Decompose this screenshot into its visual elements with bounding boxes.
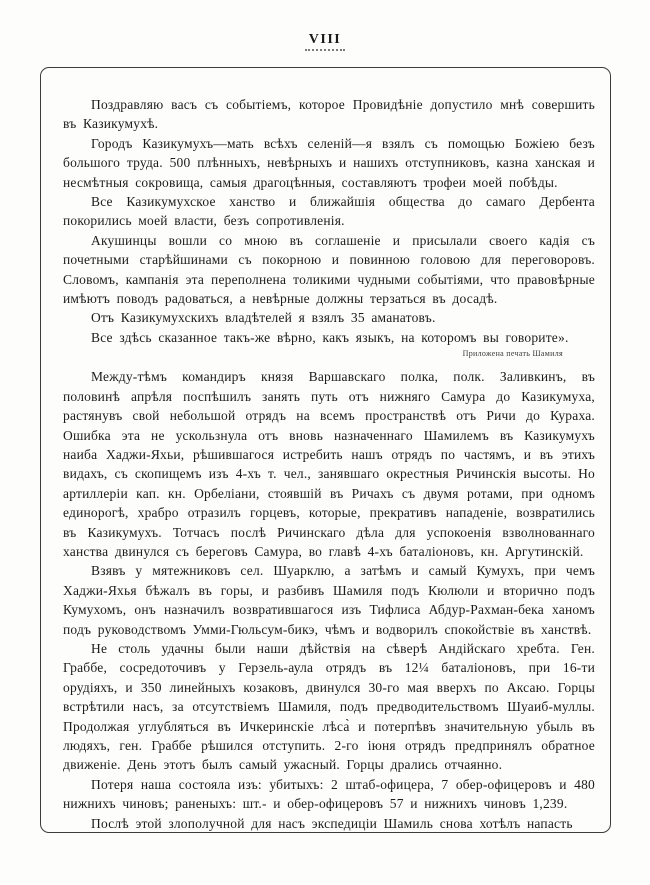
- narrative-paragraph-4: Потеря наша состояла изъ: убитыхъ: 2 штаб-офицера, 7 обер-офицеровъ и 480 нижнихъ чиновъ; раненыхъ: шт.- и обер-офицеровъ 57 и нижнихъ чиновъ 1,239.: [63, 776, 595, 812]
- narrative-paragraph-2: Взявъ у мятежниковъ сел. Шуарклю, а затѣмъ и самый Кумухъ, при чемъ Хаджи-Яхья бѣжалъ въ горы, и разбивъ Шамиля подъ Кюлюли и вторично подъ Кумухомъ, онъ назначилъ возвратившагося изъ Тифлиса Абдур-Рахман-бека ханомъ подъ руководствомъ Умми-Гюльсум-бикэ, чѣмъ и водворилъ спокойствіе въ ханствѣ.: [63, 563, 595, 637]
- narrative-paragraph-5: Послѣ этой злополучной для насъ экспедиціи Шамиль снова хотѣлъ напасть: [91, 815, 573, 831]
- letter-paragraph-2: Городъ Казикумухъ—мать всѣхъ селеній—я взялъ съ помощью Божіею безъ большого труда. 500 плѣнныхъ, невѣрныхъ и нашихъ отступниковъ, казна ханская и несмѣтныя сокровища, самыя драгоцѣнныя, составляютъ трофеи моей побѣды.: [63, 135, 595, 190]
- seal-attribution-note: Приложена печать Шамиля: [462, 349, 563, 359]
- narrative-paragraph-1: Между-тѣмъ командиръ князя Варшавскаго полка, полк. Заливкинъ, въ половинѣ апрѣля поспѣшилъ занять путь отъ нижняго Самура до Казикумуха, растянувъ свой небольшой отрядъ на всемъ пространствѣ отъ Ричи до Кураха. Ошибка эта не ускользнула отъ вновь назначеннаго Шамилемъ въ Казикумухъ наиба Хаджи-Яхьи, рѣшившагося истребить нашъ отрядъ по частямъ, и въ этихъ видахъ, съ скопищемъ изъ 4-хъ т. чел., занявшаго окрестныя Ричинскія высоты. Но артиллеріи кап. кн. Орбеліани, стоявшій въ Ричахъ съ двумя ротами, при одномъ единорогѣ, храбро отразилъ горцевъ, которые, прекративъ нападеніе, возвратились въ Казикумухъ. Тотчасъ послѣ Ричинскаго дѣла для успокоенія взволнованнаго ханства двинулся съ береговъ Самура, во главѣ 4-хъ баталіоновъ, кн. Аргутинскій.: [63, 369, 595, 559]
- narrative-paragraph-3: Не столь удачны были наши дѣйствія на сѣверѣ Андійскаго хребта. Ген. Граббе, сосредоточивъ у Герзель-аула отрядъ въ 12¼ баталіоновъ, при 16-ти орудіяхъ, и 350 линейныхъ козаковъ, двинулся 30-го мая вверхъ по Аксаю. Горцы встрѣтили насъ, за отсутствіемъ Шамиля, подъ предводительствомъ Шуаиб-муллы. Продолжая углубляться въ Ичкеринскіе лѣса̀ и потерпѣвъ значительную убыль въ людяхъ, ген. Граббе рѣшился отступить. 2-го іюня отрядъ предпринялъ обратное движеніе. День этотъ былъ самый ужасный. Горцы дрались отчаянно.: [63, 640, 595, 773]
- letter-paragraph-6: Все здѣсь сказанное такъ-же вѣрно, какъ языкъ, на которомъ вы говорите».: [91, 329, 569, 345]
- letter-paragraph-1: Поздравляю васъ съ событіемъ, которое Провидѣніе допустило мнѣ совершить въ Казикумухѣ.: [63, 97, 595, 132]
- letter-paragraph-5: Отъ Казикумухскихъ владѣтелей я взялъ 35 аманатовъ.: [91, 310, 436, 326]
- letter-paragraph-3: Все Казикумухское ханство и ближайшія общества до самаго Дербента покорились моей власти, безъ сопротивленія.: [63, 194, 595, 229]
- letter-paragraph-4: Акушинцы вошли со мною въ соглашеніе и присылали своего кадія съ почетными старѣйшинами съ покорною и повинною головою для переговоровъ. Словомъ, кампанія эта переполнена толикими чудными событіями, что правовѣрные имѣютъ поводъ радоваться, а невѣрные должны терзаться въ досадѣ.: [63, 232, 595, 307]
- running-head: [0, 30, 650, 51]
- page-number: VIII: [305, 32, 345, 51]
- page-border-frame: [40, 67, 611, 833]
